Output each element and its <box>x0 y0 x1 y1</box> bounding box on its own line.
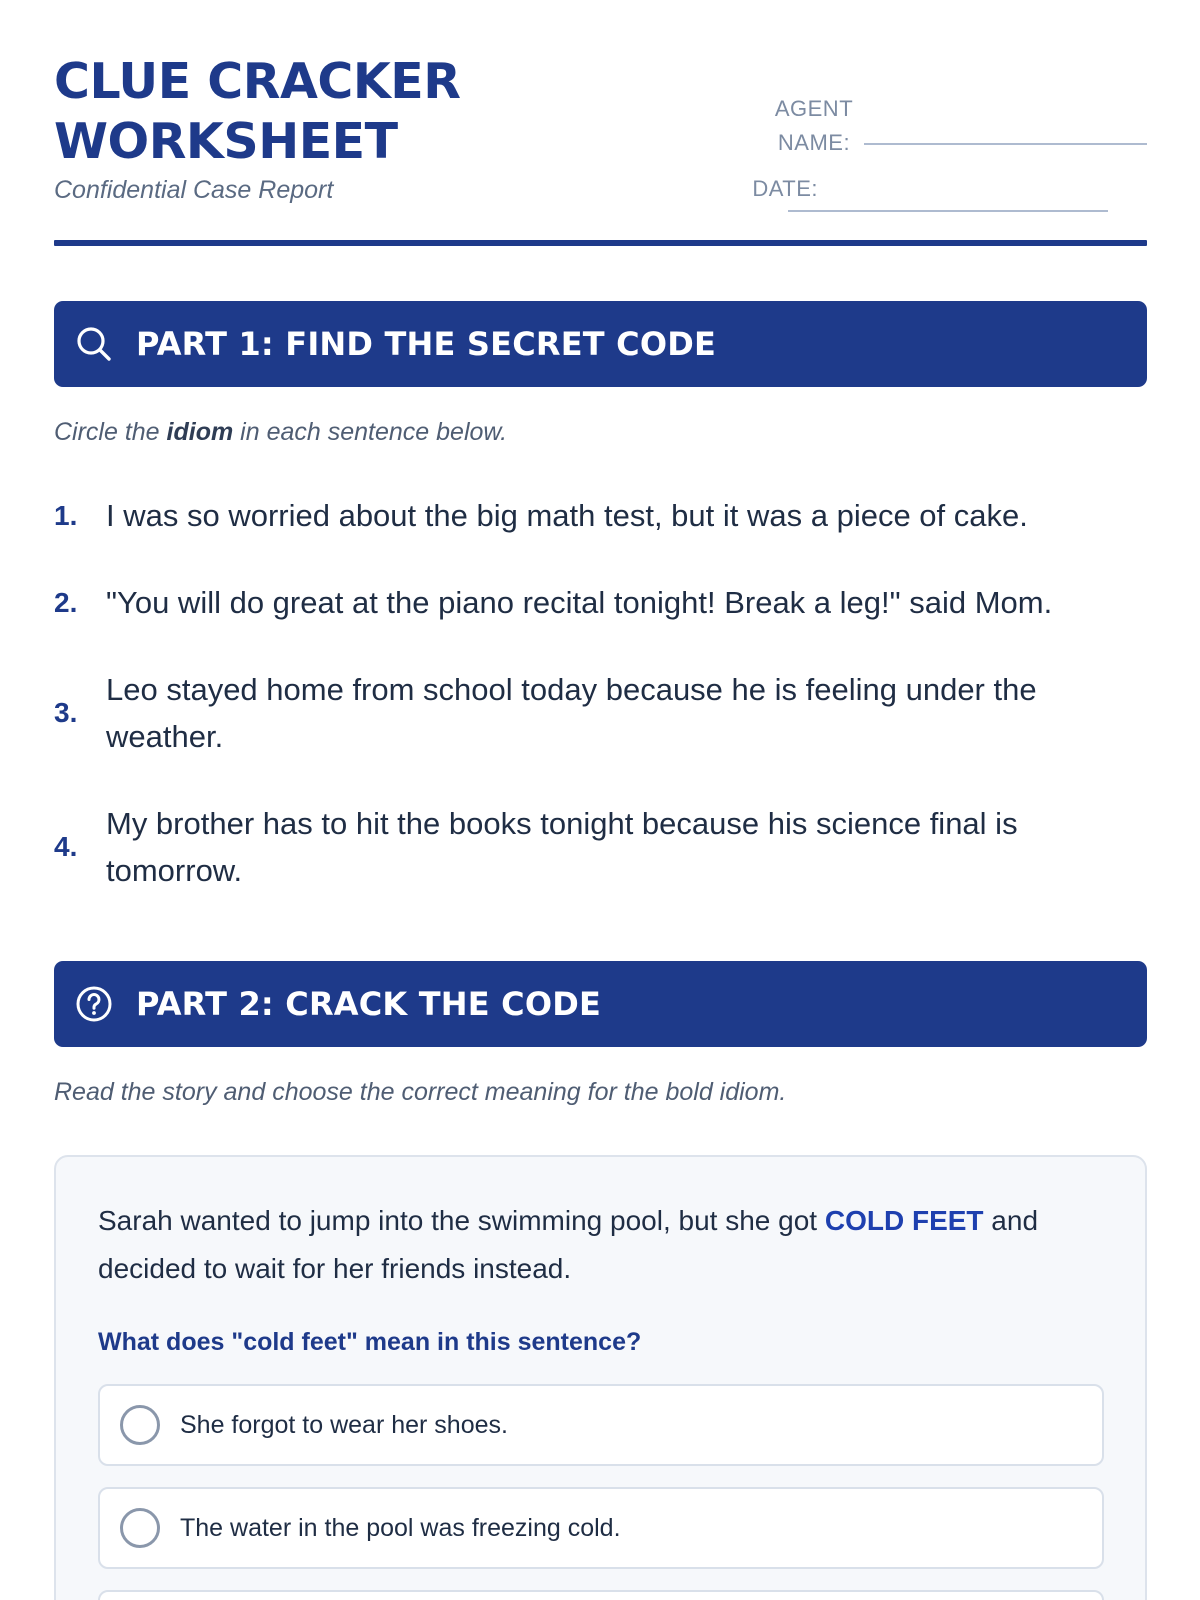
list-item <box>54 800 1147 894</box>
list-item <box>54 666 1147 760</box>
part1-title: PART 1: FIND THE SECRET CODE <box>136 325 717 363</box>
worksheet-title <box>54 52 461 172</box>
answer-option[interactable] <box>98 1384 1104 1466</box>
question-text: What does "cold feet" mean in this sentence? <box>98 1328 642 1356</box>
story-after: and decided to wait for her friends instead. <box>98 1205 1039 1284</box>
radio-button[interactable] <box>120 1405 160 1445</box>
header-divider <box>54 240 1147 246</box>
agent-label-line-1: AGENT <box>774 96 854 121</box>
answer-option[interactable] <box>98 1487 1104 1569</box>
part1-instructions-before: Circle the <box>54 418 167 446</box>
item-sentence[interactable]: "You will do great at the piano recital tonight! Break a leg!" said Mom. <box>106 585 1053 620</box>
story-text <box>98 1197 1098 1293</box>
worksheet-subtitle: Confidential Case Report <box>54 176 334 204</box>
part2-instructions: Read the story and choose the correct meaning for the bold idiom. <box>54 1078 787 1106</box>
help-circle-icon <box>74 984 114 1024</box>
option-label: The water in the pool was freezing cold. <box>180 1513 621 1542</box>
item-number: 4. <box>54 831 78 862</box>
part2-title: PART 2: CRACK THE CODE <box>136 985 602 1023</box>
date-field[interactable] <box>788 210 1108 212</box>
option-label: She forgot to wear her shoes. <box>180 1410 508 1439</box>
search-icon <box>74 324 114 364</box>
item-number: 1. <box>54 499 78 531</box>
item-sentence[interactable]: I was so worried about the big math test, but it was a piece of cake. <box>106 498 1028 533</box>
title-line-2: WORKSHEET <box>54 113 398 170</box>
worksheet-page <box>54 0 1147 1600</box>
story-before: Sarah wanted to jump into the swimming pool, but she got <box>98 1205 825 1236</box>
part1-instructions-after: in each sentence below. <box>233 418 508 446</box>
part1-header <box>54 301 1147 387</box>
part1-instructions <box>54 418 507 447</box>
answer-option[interactable] <box>98 1590 1104 1600</box>
title-line-1: CLUE CRACKER <box>54 53 461 110</box>
list-item <box>54 492 1147 539</box>
item-number: 2. <box>54 586 78 618</box>
agent-name-field[interactable] <box>864 143 1147 145</box>
item-sentence[interactable]: My brother has to hit the books tonight because his science final is tomorrow. <box>106 806 1018 888</box>
story-idiom: COLD FEET <box>824 1205 984 1236</box>
agent-name-label <box>754 92 874 160</box>
date-label: DATE: <box>752 176 818 201</box>
story-card <box>54 1155 1147 1600</box>
list-item <box>54 579 1147 626</box>
part2-header <box>54 961 1147 1047</box>
part1-instructions-bold: idiom <box>166 418 234 446</box>
agent-label-line-2: NAME: <box>777 130 851 155</box>
item-sentence[interactable]: Leo stayed home from school today because he is feeling under the weather. <box>106 672 1037 754</box>
item-number: 3. <box>54 697 78 728</box>
radio-button[interactable] <box>120 1508 160 1548</box>
